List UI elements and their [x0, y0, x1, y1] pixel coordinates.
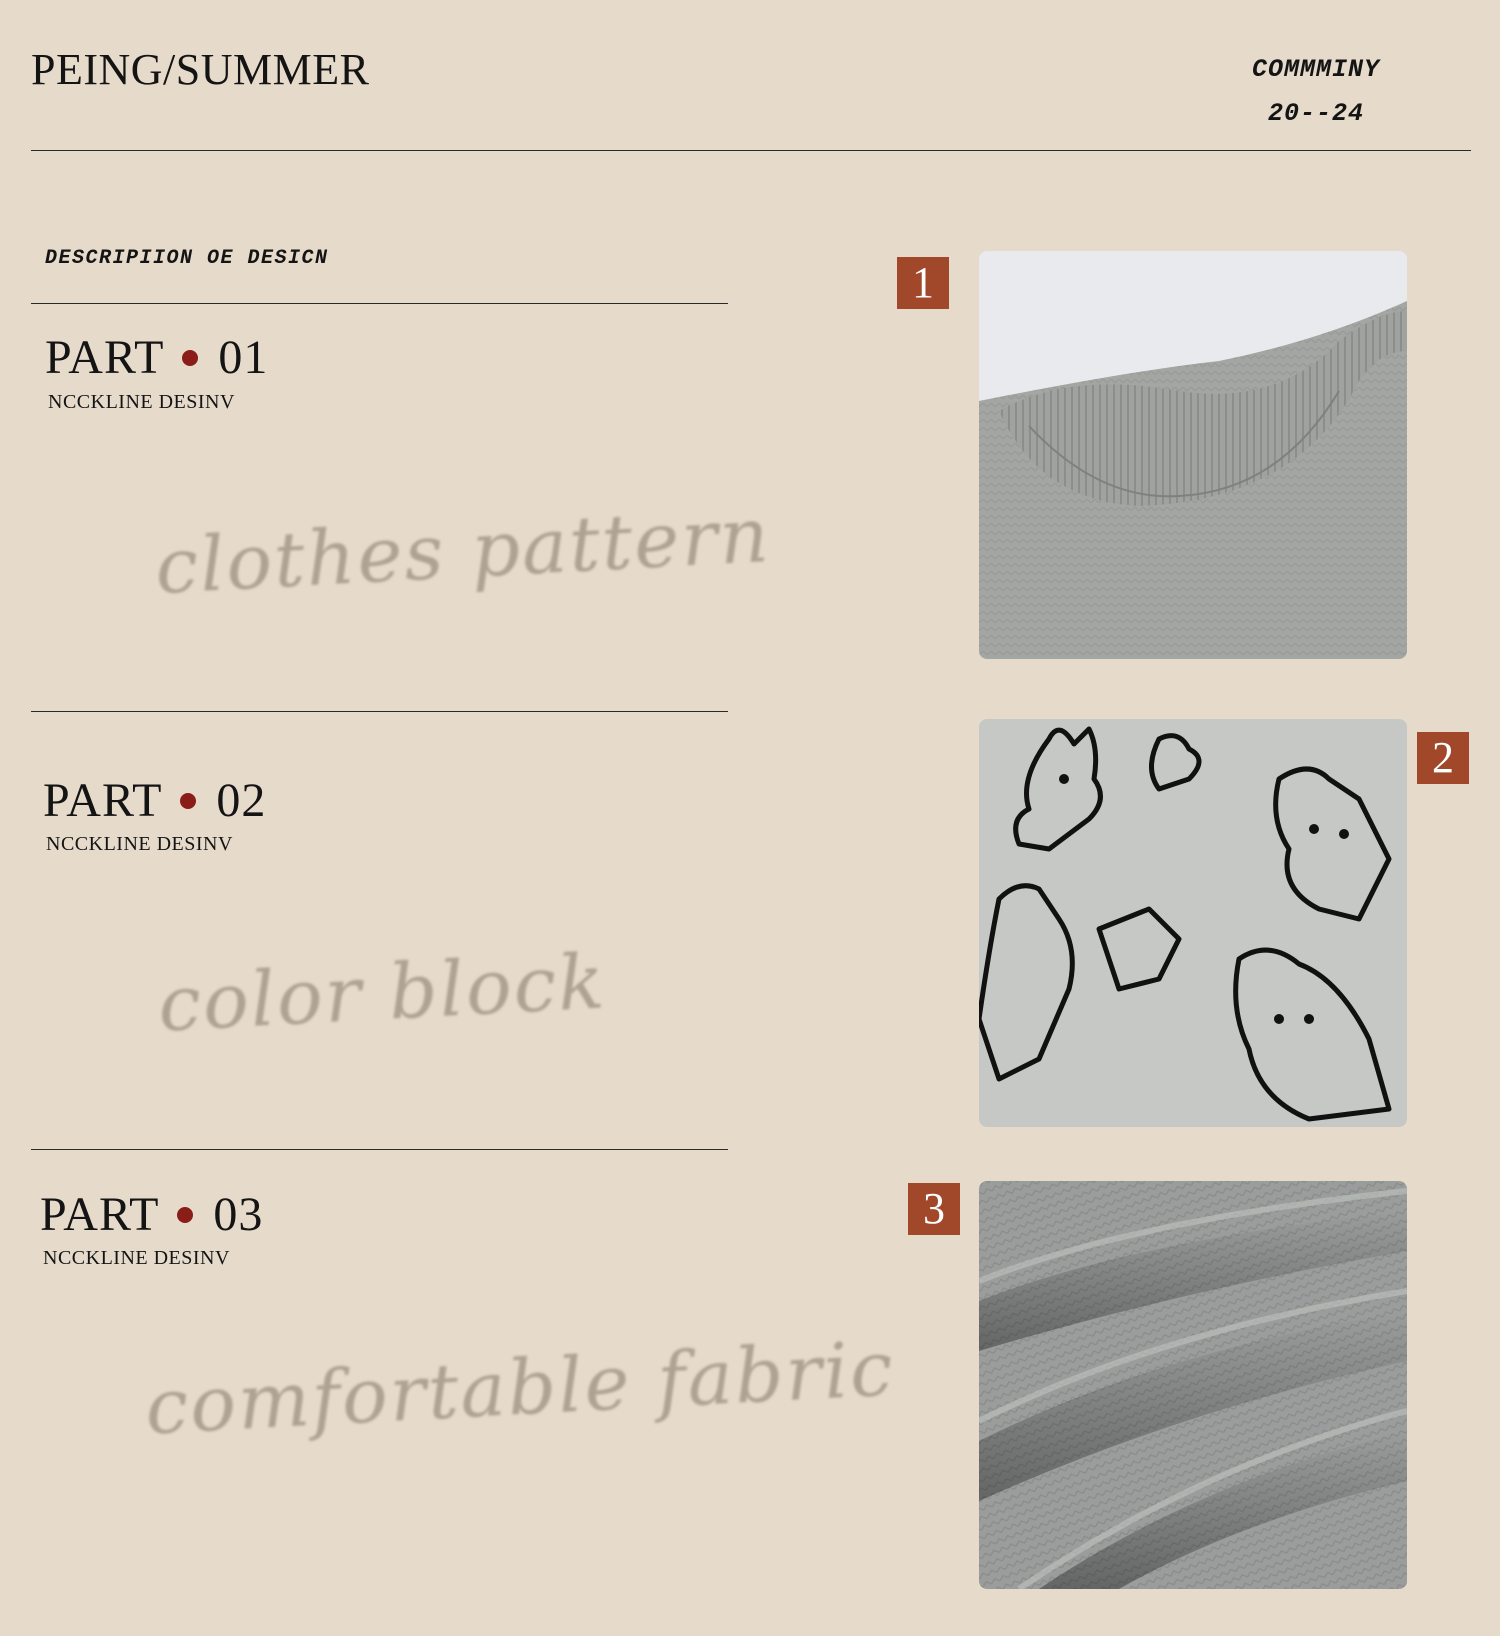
part-02-script-text: color block: [155, 936, 609, 1049]
red-dot-icon: [180, 793, 196, 809]
company-name: COMMMINY: [1251, 55, 1380, 84]
part-label: PART: [40, 1188, 160, 1241]
part-number: 02: [216, 774, 267, 827]
description-divider: [31, 303, 728, 304]
part-number: 01: [218, 331, 269, 384]
red-dot-icon: [182, 350, 198, 366]
part-03-script-text: comfortable fabric: [143, 1323, 897, 1452]
company-block: [1252, 48, 1380, 136]
sweater-fabric-photo: [979, 1181, 1407, 1589]
part-number: 03: [213, 1188, 264, 1241]
brand-title: PEING/SUMMER: [31, 45, 370, 94]
part-03-heading: [40, 1187, 263, 1242]
sweater-neckline-photo: [979, 251, 1407, 659]
part-02-divider: [31, 1149, 728, 1150]
part-01-subtitle: NCCKLINE DESINV: [48, 391, 235, 413]
part-01-divider: [31, 711, 728, 712]
red-dot-icon: [177, 1207, 193, 1223]
part-01-script-text: clothes pattern: [153, 489, 773, 612]
description-title: DESCRIPIION OE DESICN: [45, 247, 329, 270]
part-label: PART: [45, 331, 165, 384]
neckline-illustration: [979, 251, 1407, 659]
company-year: 20--24: [1267, 99, 1364, 128]
part-02-subtitle: NCCKLINE DESINV: [46, 833, 233, 855]
fabric-illustration: [979, 1181, 1407, 1589]
sweater-bear-pattern-photo: [979, 719, 1407, 1127]
part-01-heading: [45, 330, 268, 385]
header-divider: [31, 150, 1471, 151]
bear-pattern-illustration: [979, 719, 1407, 1127]
badge-2: 2: [1417, 732, 1469, 784]
part-02-heading: [43, 773, 266, 828]
badge-3: 3: [908, 1183, 960, 1235]
part-label: PART: [43, 774, 163, 827]
part-03-subtitle: NCCKLINE DESINV: [43, 1247, 230, 1269]
badge-1: 1: [897, 257, 949, 309]
